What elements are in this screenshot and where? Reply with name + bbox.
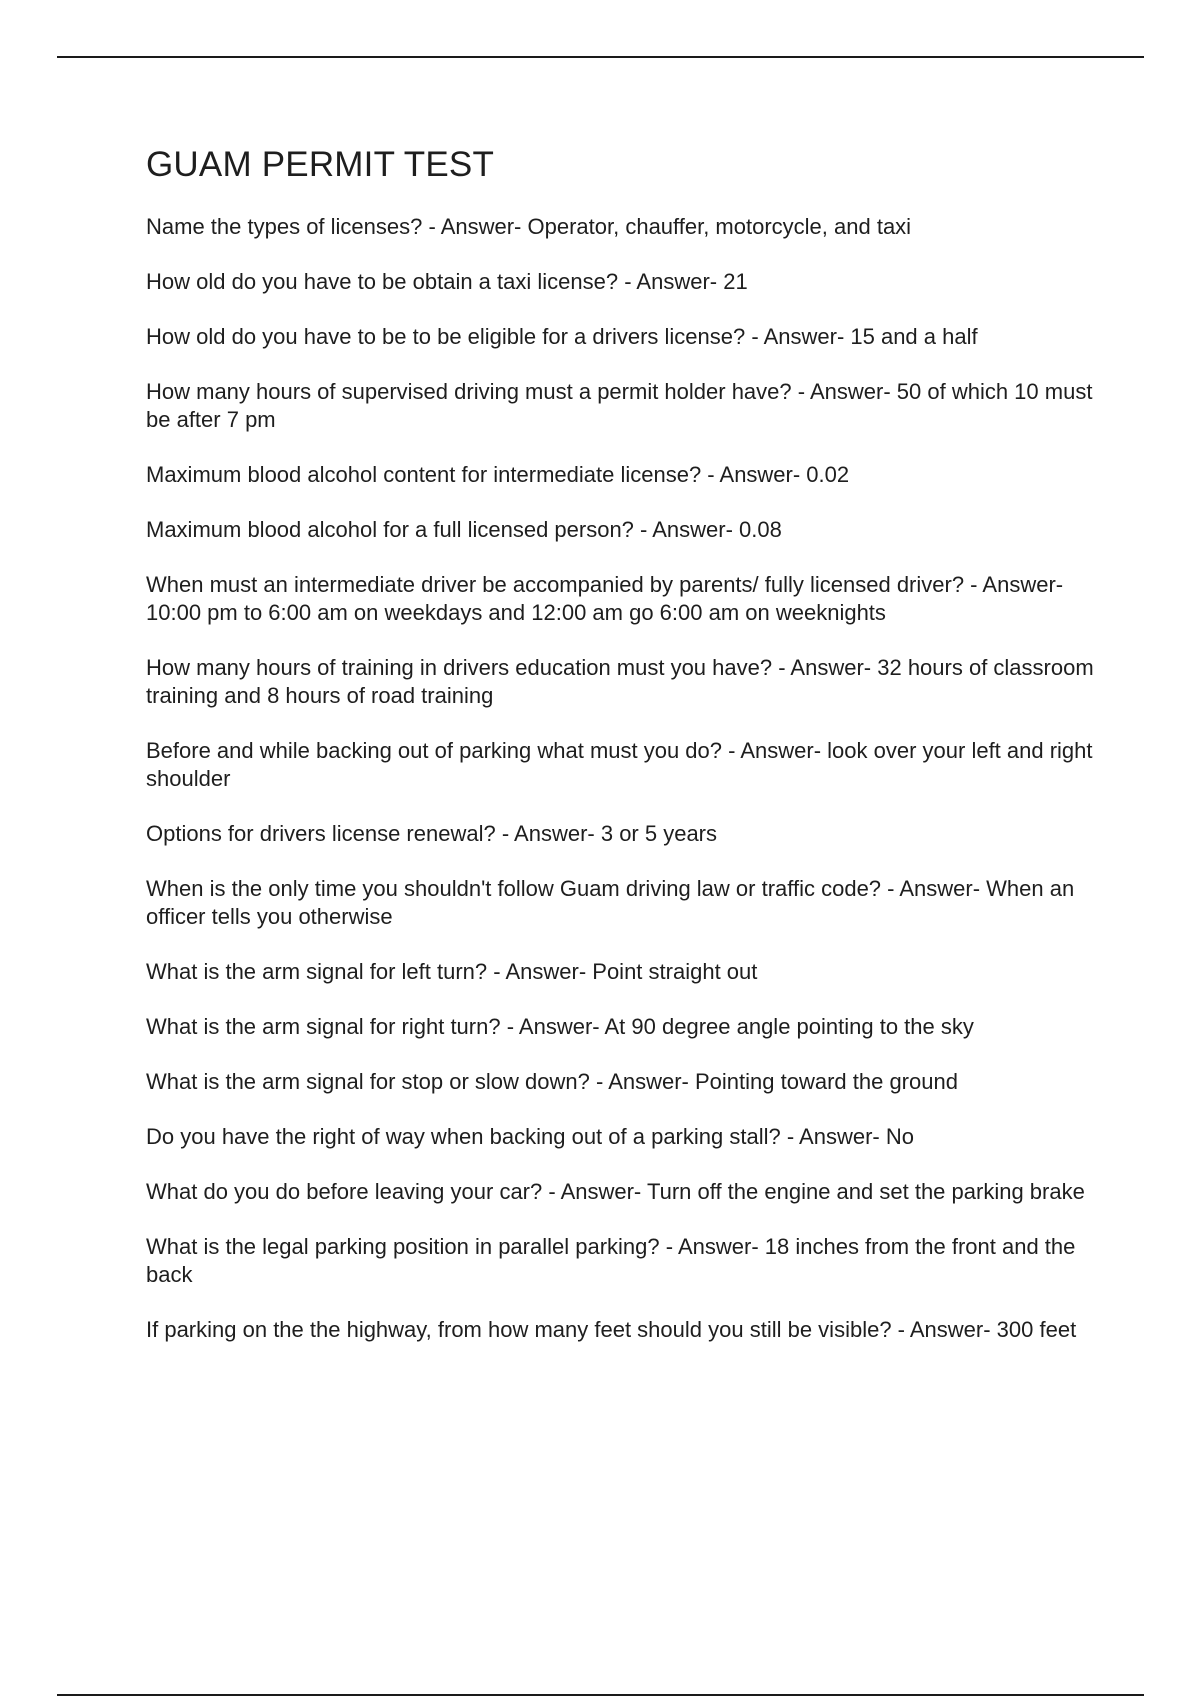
document-title: GUAM PERMIT TEST bbox=[146, 145, 495, 184]
qa-item: How many hours of training in drivers education must you have? - Answer- 32 hours of classroom training and 8 hours of road training bbox=[146, 655, 1094, 708]
qa-item: Options for drivers license renewal? - Answer- 3 or 5 years bbox=[146, 821, 718, 846]
footer-rule bbox=[57, 1694, 1144, 1696]
qa-item: What do you do before leaving your car? - Answer- Turn off the engine and set the parking brake bbox=[146, 1179, 1085, 1204]
qa-item: Maximum blood alcohol content for intermediate license? - Answer- 0.02 bbox=[146, 462, 850, 487]
qa-item: How many hours of supervised driving must a permit holder have? - Answer- 50 of which 10 must be after 7 pm bbox=[146, 379, 1093, 432]
qa-item: When must an intermediate driver be accompanied by parents/ fully licensed driver? - Answer- 10:00 pm to 6:00 am on weekdays and 12:00 am go 6:00 am on weeknights bbox=[146, 572, 1064, 625]
qa-item: How old do you have to be to be eligible for a drivers license? - Answer- 15 and a half bbox=[146, 324, 978, 349]
qa-list bbox=[146, 213, 1096, 1344]
qa-item: What is the arm signal for left turn? - Answer- Point straight out bbox=[146, 959, 758, 984]
qa-item: If parking on the the highway, from how many feet should you still be visible? - Answer- 300 feet bbox=[146, 1317, 1077, 1342]
qa-item: Name the types of licenses? - Answer- Operator, chauffer, motorcycle, and taxi bbox=[146, 214, 912, 239]
header-rule bbox=[57, 56, 1144, 58]
qa-item: Maximum blood alcohol for a full licensed person? - Answer- 0.08 bbox=[146, 517, 782, 542]
qa-item: Before and while backing out of parking what must you do? - Answer- look over your left and right shoulder bbox=[146, 738, 1093, 791]
qa-item: How old do you have to be obtain a taxi license? - Answer- 21 bbox=[146, 269, 748, 294]
document-body bbox=[146, 141, 1096, 1371]
qa-item: Do you have the right of way when backing out of a parking stall? - Answer- No bbox=[146, 1124, 914, 1149]
qa-item: When is the only time you shouldn't follow Guam driving law or traffic code? - Answer- When an officer tells you otherwise bbox=[146, 876, 1075, 929]
qa-item: What is the arm signal for stop or slow down? - Answer- Pointing toward the ground bbox=[146, 1069, 958, 1094]
qa-item: What is the legal parking position in parallel parking? - Answer- 18 inches from the front and the back bbox=[146, 1234, 1076, 1287]
qa-item: What is the arm signal for right turn? - Answer- At 90 degree angle pointing to the sky bbox=[146, 1014, 974, 1039]
